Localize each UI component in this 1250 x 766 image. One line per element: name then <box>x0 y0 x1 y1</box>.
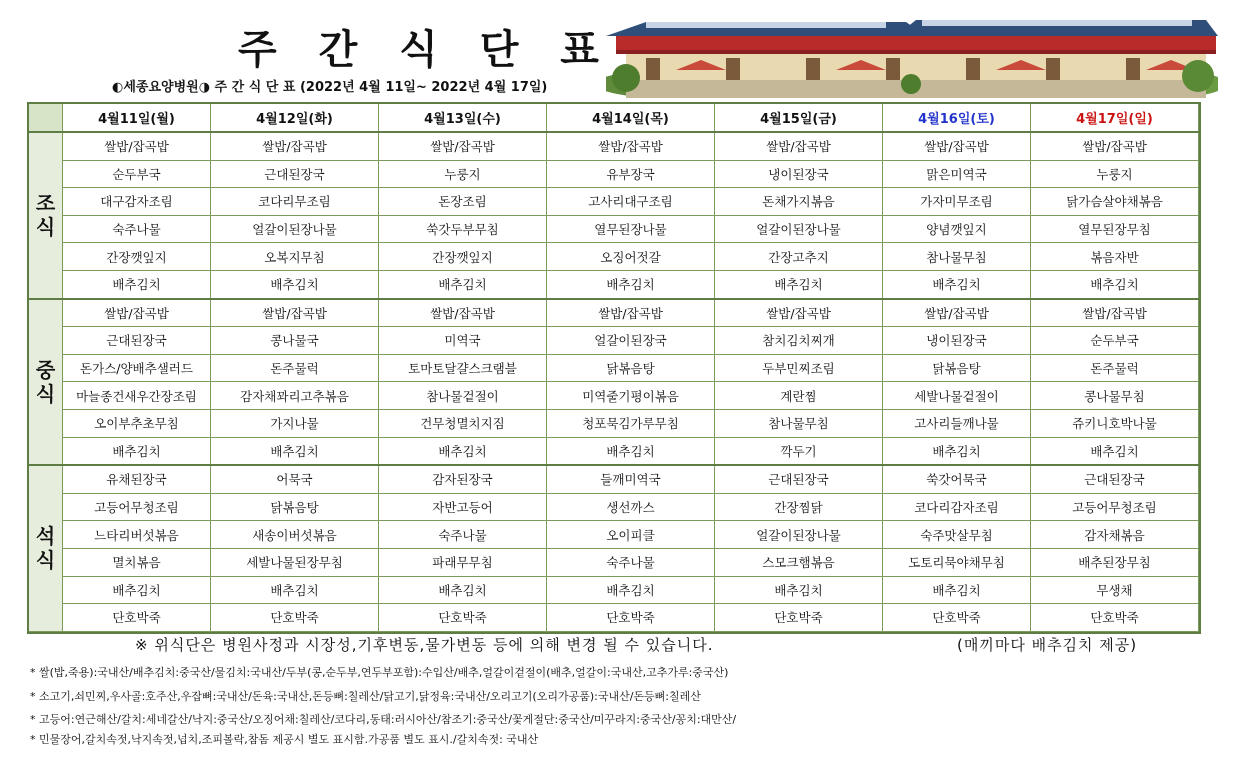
menu-item-cell: 배추김치 <box>547 270 715 298</box>
menu-item-cell: 단호박죽 <box>715 604 883 632</box>
menu-item-cell: 토마토달걀스크램블 <box>379 354 547 382</box>
menu-item-cell: 청포묵김가루무침 <box>547 409 715 437</box>
menu-row <box>29 604 1199 632</box>
menu-item-cell: 참나물무침 <box>883 243 1031 271</box>
menu-item-cell: 오징어젓갈 <box>547 243 715 271</box>
menu-item-cell: 쌀밥/잡곡밥 <box>547 299 715 327</box>
menu-item-cell: 깍두기 <box>715 437 883 465</box>
menu-item-cell: 참치김치찌개 <box>715 327 883 355</box>
menu-item-cell: 쑥갓두부무침 <box>379 215 547 243</box>
menu-item-cell: 참나물무침 <box>715 409 883 437</box>
origin-footnote-4: * 민물장어,갈치속젓,낙지속젓,넙치,조피볼락,참돔 제공시 별도 표시함.가공품 별도 표시./갈치속젓: 국내산 <box>30 733 539 746</box>
menu-row <box>29 188 1199 216</box>
menu-item-cell: 코다리감자조림 <box>883 493 1031 521</box>
page-title: 주 간 식 단 표 <box>238 27 613 73</box>
menu-item-cell: 쌀밥/잡곡밥 <box>883 132 1031 160</box>
menu-item-cell: 닭볶음탕 <box>547 354 715 382</box>
menu-row <box>29 215 1199 243</box>
menu-item-cell: 배추김치 <box>63 437 211 465</box>
menu-item-cell: 참나물겉절이 <box>379 382 547 410</box>
menu-item-cell: 배추김치 <box>211 576 379 604</box>
menu-item-cell: 쥬키니호박나물 <box>1031 409 1199 437</box>
menu-item-cell: 누룽지 <box>1031 160 1199 188</box>
menu-item-cell: 냉이된장국 <box>715 160 883 188</box>
meal-label: 석 식 <box>29 465 63 631</box>
menu-item-cell: 코다리무조림 <box>211 188 379 216</box>
day-header-row <box>29 104 1199 133</box>
menu-item-cell: 얼갈이된장나물 <box>715 215 883 243</box>
menu-item-cell: 간장깻잎지 <box>379 243 547 271</box>
menu-item-cell: 간장고추지 <box>715 243 883 271</box>
menu-item-cell: 유부장국 <box>547 160 715 188</box>
menu-item-cell: 쌀밥/잡곡밥 <box>547 132 715 160</box>
menu-item-cell: 고사리들깨나물 <box>883 409 1031 437</box>
meal-label: 조 식 <box>29 132 63 299</box>
menu-item-cell: 쑥갓어묵국 <box>883 465 1031 493</box>
menu-item-cell: 건무청멸치지짐 <box>379 409 547 437</box>
day-header: 4월15일(금) <box>715 104 883 133</box>
menu-item-cell: 감자채꽈리고추볶음 <box>211 382 379 410</box>
menu-item-cell: 배추김치 <box>1031 437 1199 465</box>
menu-item-cell: 배추김치 <box>715 270 883 298</box>
menu-item-cell: 돈가스/양배추샐러드 <box>63 354 211 382</box>
menu-item-cell: 돈주물럭 <box>1031 354 1199 382</box>
menu-item-cell: 생선까스 <box>547 493 715 521</box>
menu-item-cell: 배추김치 <box>211 270 379 298</box>
menu-item-cell: 배추김치 <box>883 437 1031 465</box>
menu-row <box>29 132 1199 160</box>
menu-item-cell: 유채된장국 <box>63 465 211 493</box>
menu-item-cell: 느타리버섯볶음 <box>63 521 211 549</box>
menu-item-cell: 오복지무침 <box>211 243 379 271</box>
menu-item-cell: 맑은미역국 <box>883 160 1031 188</box>
menu-item-cell: 스모크햄볶음 <box>715 548 883 576</box>
menu-item-cell: 들깨미역국 <box>547 465 715 493</box>
menu-item-cell: 열무된장나물 <box>547 215 715 243</box>
day-header: 4월13일(수) <box>379 104 547 133</box>
menu-item-cell: 어묵국 <box>211 465 379 493</box>
menu-item-cell: 콩나물무침 <box>1031 382 1199 410</box>
day-header: 4월14일(목) <box>547 104 715 133</box>
menu-item-cell: 근대된장국 <box>1031 465 1199 493</box>
day-header: 4월12일(화) <box>211 104 379 133</box>
menu-item-cell: 세발나물된장무침 <box>211 548 379 576</box>
menu-item-cell: 새송이버섯볶음 <box>211 521 379 549</box>
menu-item-cell: 얼갈이된장나물 <box>211 215 379 243</box>
menu-item-cell: 배추김치 <box>547 576 715 604</box>
menu-row <box>29 548 1199 576</box>
menu-item-cell: 볶음자반 <box>1031 243 1199 271</box>
menu-item-cell: 배추김치 <box>379 437 547 465</box>
menu-row <box>29 521 1199 549</box>
menu-item-cell: 닭볶음탕 <box>883 354 1031 382</box>
menu-item-cell: 쌀밥/잡곡밥 <box>1031 132 1199 160</box>
menu-item-cell: 단호박죽 <box>211 604 379 632</box>
menu-item-cell: 근대된장국 <box>211 160 379 188</box>
menu-item-cell: 계란찜 <box>715 382 883 410</box>
menu-item-cell: 대구감자조림 <box>63 188 211 216</box>
menu-item-cell: 닭가슴살야채볶음 <box>1031 188 1199 216</box>
menu-item-cell: 무생채 <box>1031 576 1199 604</box>
menu-item-cell: 쌀밥/잡곡밥 <box>379 299 547 327</box>
menu-item-cell: 배추김치 <box>379 270 547 298</box>
origin-footnote-3: * 고등어:연근해산/갈치:세네갈산/낙지:중국산/오징어채:칠레산/코다리,동태:러시아산/참조기:중국산/꽃게절단:중국산/미꾸라지:중국산/꽁치:대만산/ <box>30 713 737 726</box>
menu-period-subtitle: ◐세종요양병원◑ 주 간 식 단 표 (2022년 4월 11일~ 2022년 4월 17일) <box>112 80 548 95</box>
menu-item-cell: 멸치볶음 <box>63 548 211 576</box>
menu-item-cell: 양념깻잎지 <box>883 215 1031 243</box>
menu-item-cell: 단호박죽 <box>883 604 1031 632</box>
menu-item-cell: 간장찜닭 <box>715 493 883 521</box>
change-notice: ※ 위식단은 병원사정과 시장성,기후변동,물가변동 등에 의해 변경 될 수 있습니다. <box>135 636 714 654</box>
menu-item-cell: 근대된장국 <box>63 327 211 355</box>
menu-item-cell: 누룽지 <box>379 160 547 188</box>
menu-item-cell: 쌀밥/잡곡밥 <box>715 299 883 327</box>
menu-item-cell: 쌀밥/잡곡밥 <box>379 132 547 160</box>
menu-item-cell: 배추김치 <box>547 437 715 465</box>
menu-item-cell: 쌀밥/잡곡밥 <box>211 299 379 327</box>
menu-item-cell: 단호박죽 <box>63 604 211 632</box>
menu-item-cell: 순두부국 <box>1031 327 1199 355</box>
menu-item-cell: 배추된장무침 <box>1031 548 1199 576</box>
menu-item-cell: 배추김치 <box>715 576 883 604</box>
menu-row <box>29 160 1199 188</box>
menu-item-cell: 배추김치 <box>211 437 379 465</box>
menu-item-cell: 단호박죽 <box>547 604 715 632</box>
menu-item-cell: 고등어무청조림 <box>1031 493 1199 521</box>
menu-item-cell: 열무된장무침 <box>1031 215 1199 243</box>
menu-item-cell: 돈장조림 <box>379 188 547 216</box>
menu-row <box>29 409 1199 437</box>
menu-item-cell: 쌀밥/잡곡밥 <box>63 299 211 327</box>
corner-cell <box>29 104 63 133</box>
menu-item-cell: 도토리묵야채무침 <box>883 548 1031 576</box>
day-header: 4월16일(토) <box>883 104 1031 133</box>
weekly-menu-table <box>28 103 1199 632</box>
menu-row <box>29 354 1199 382</box>
origin-footnote-2: * 소고기,쇠민찌,우사골:호주산,우잡뼈:국내산/돈육:국내산,돈등뼈:칠레산/닭고기,닭정육:국내산/오리고기(오리가공품):국내산/돈등뼈:칠레산 <box>30 690 701 703</box>
menu-item-cell: 단호박죽 <box>1031 604 1199 632</box>
menu-row <box>29 437 1199 465</box>
day-header: 4월11일(월) <box>63 104 211 133</box>
day-header: 4월17일(일) <box>1031 104 1199 133</box>
menu-item-cell: 돈주물럭 <box>211 354 379 382</box>
menu-row <box>29 243 1199 271</box>
menu-row <box>29 299 1199 327</box>
restaurant-banner-illustration <box>606 14 1218 98</box>
menu-item-cell: 쌀밥/잡곡밥 <box>63 132 211 160</box>
menu-item-cell: 마늘종건새우간장조림 <box>63 382 211 410</box>
menu-item-cell: 감자된장국 <box>379 465 547 493</box>
menu-item-cell: 숙주맛살무침 <box>883 521 1031 549</box>
menu-item-cell: 파래무무침 <box>379 548 547 576</box>
menu-item-cell: 고사리대구조림 <box>547 188 715 216</box>
menu-item-cell: 얼갈이된장나물 <box>715 521 883 549</box>
menu-item-cell: 미역줄기평이볶음 <box>547 382 715 410</box>
menu-item-cell: 배추김치 <box>883 576 1031 604</box>
menu-item-cell: 오이부추초무침 <box>63 409 211 437</box>
menu-item-cell: 콩나물국 <box>211 327 379 355</box>
menu-item-cell: 배추김치 <box>379 576 547 604</box>
menu-item-cell: 숙주나물 <box>63 215 211 243</box>
menu-item-cell: 배추김치 <box>1031 270 1199 298</box>
origin-footnote-1: * 쌀(밥,죽용):국내산/배추김치:중국산/물김치:국내산/두부(콩,순두부,연두부포함):수입산/배추,얼갈이겉절이(배추,얼갈이:국내산,고추가루:중국산) <box>30 666 729 679</box>
menu-item-cell: 두부민찌조림 <box>715 354 883 382</box>
menu-item-cell: 세발나물겉절이 <box>883 382 1031 410</box>
menu-item-cell: 쌀밥/잡곡밥 <box>1031 299 1199 327</box>
menu-item-cell: 숙주나물 <box>379 521 547 549</box>
menu-row <box>29 270 1199 298</box>
menu-item-cell: 자반고등어 <box>379 493 547 521</box>
menu-item-cell: 오이피클 <box>547 521 715 549</box>
menu-item-cell: 미역국 <box>379 327 547 355</box>
menu-item-cell: 배추김치 <box>883 270 1031 298</box>
menu-item-cell: 간장깻잎지 <box>63 243 211 271</box>
menu-item-cell: 냉이된장국 <box>883 327 1031 355</box>
menu-item-cell: 배추김치 <box>63 576 211 604</box>
menu-row <box>29 327 1199 355</box>
menu-item-cell: 가자미무조림 <box>883 188 1031 216</box>
menu-item-cell: 쌀밥/잡곡밥 <box>211 132 379 160</box>
menu-item-cell: 감자채볶음 <box>1031 521 1199 549</box>
menu-item-cell: 가지나물 <box>211 409 379 437</box>
menu-item-cell: 단호박죽 <box>379 604 547 632</box>
menu-item-cell: 돈채가지볶음 <box>715 188 883 216</box>
menu-item-cell: 고등어무청조림 <box>63 493 211 521</box>
menu-item-cell: 닭볶음탕 <box>211 493 379 521</box>
menu-item-cell: 배추김치 <box>63 270 211 298</box>
menu-row <box>29 465 1199 493</box>
kimchi-notice: (매끼마다 배추김치 제공) <box>957 636 1138 654</box>
menu-item-cell: 쌀밥/잡곡밥 <box>883 299 1031 327</box>
meal-label: 중 식 <box>29 299 63 466</box>
menu-item-cell: 숙주나물 <box>547 548 715 576</box>
menu-item-cell: 순두부국 <box>63 160 211 188</box>
menu-row <box>29 576 1199 604</box>
menu-row <box>29 382 1199 410</box>
menu-item-cell: 쌀밥/잡곡밥 <box>715 132 883 160</box>
menu-item-cell: 근대된장국 <box>715 465 883 493</box>
menu-row <box>29 493 1199 521</box>
menu-item-cell: 얼갈이된장국 <box>547 327 715 355</box>
